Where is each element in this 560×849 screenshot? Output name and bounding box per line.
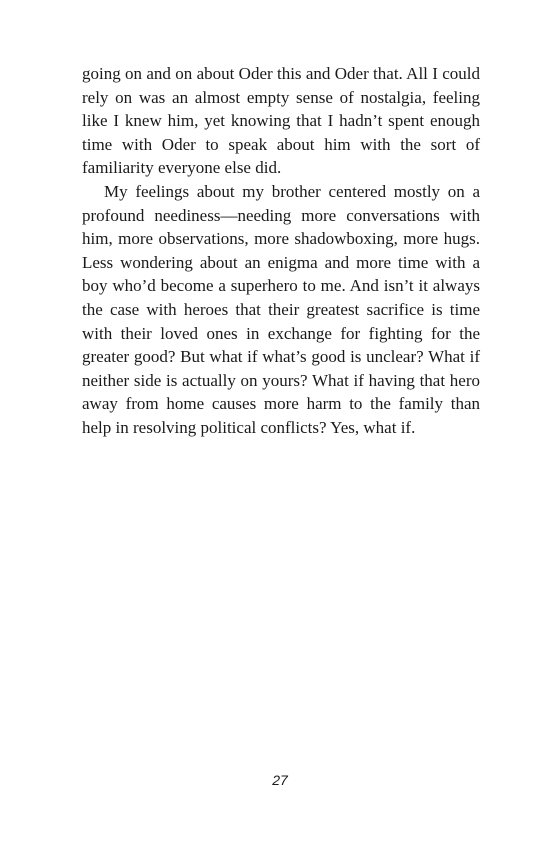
page-number: 27 [272, 772, 288, 788]
body-text [82, 62, 480, 440]
paragraph-brother-feelings: My feelings about my brother centered mostly on a profound neediness—needing more conversations with him, more observations, more shadowboxing, more hugs. Less wondering about an enigma and more time with a boy who’d become a superhero to me. And isn’t it always the case with heroes that their greatest sacrifice is time with their loved ones in exchange for fighting for the greater good? But what if what’s good is unclear? What if neither side is actually on yours? What if having that hero away from home causes more harm to the family than help in resolving political conflicts? Yes, what if. [82, 181, 480, 437]
paragraph-continuation: going on and on about Oder this and Oder that. All I could rely on was an almost empty sense of nostalgia, feeling like I knew him, yet knowing that I hadn’t spent enough time with Oder to speak about him with the sort of familiarity everyone else did. [82, 64, 480, 178]
